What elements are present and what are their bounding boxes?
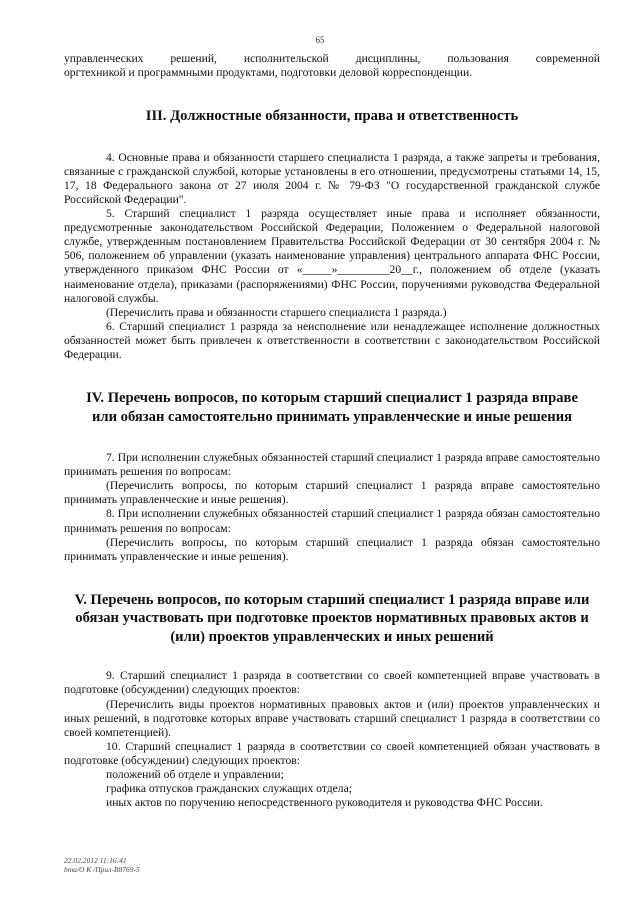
footer-timestamp: 22.02.2012 11:16:41 (64, 856, 127, 865)
paragraph-7-note: (Перечислить вопросы, по которым старший специалист 1 разряда вправе самостоятельно принимать управленческие и иные решения). (64, 479, 600, 507)
paragraph-4: 4. Основные права и обязанности старшего специалиста 1 разряда, а также запреты и требования, связанные с гражданской службой, которые установлены в его отношении, предусмотрены статьями 14, 15, 17, 18 Федерального закона от 27 июля 2004 г. № 79-ФЗ "О государственной гражданской службе Российской Федерации". (64, 150, 600, 206)
paragraph-5-note: (Перечислить права и обязанности старшего специалиста 1 разряда.) (106, 305, 447, 319)
section-4-title: IV. Перечень вопросов, по которым старший специалист 1 разряда вправе или обязан самостоятельно принимать управленческие и иные решения (86, 390, 578, 425)
intro-line-1: управленческих решений, исполнительской дисциплины, пользования современной (64, 52, 600, 65)
list-item: положений об отделе и управлении; (106, 768, 284, 781)
section-5-title: V. Перечень вопросов, по которым старший специалист 1 разряда вправе или обязан участвовать при подготовке проектов нормативных правовых актов и (или) проектов управленческих и иных решений (74, 591, 590, 645)
page-number: 65 (315, 35, 325, 45)
paragraph-10: 10. Старший специалист 1 разряда в соответствии со своей компетенцией обязан участвовать в подготовке (обсуждении) следующих проектов: (64, 739, 600, 767)
paragraph-9: 9. Старший специалист 1 разряда в соответствии со своей компетенцией вправе участвовать в подготовке (обсуждении) следующих проектов: (64, 669, 600, 697)
paragraph-6: 6. Старший специалист 1 разряда за неисполнение или ненадлежащее исполнение должностных обязанностей может быть привлечен к ответственности в соответствии с законодательством Российской Федерации. (64, 319, 600, 361)
list-item: графика отпусков гражданских служащих отдела; (106, 782, 352, 796)
paragraph-8: 8. При исполнении служебных обязанностей старший специалист 1 разряда обязан самостоятельно принимать решения по вопросам: (64, 507, 600, 535)
paragraph-5: 5. Старший специалист 1 разряда осуществляет иные права и исполняет обязанности, предусмотренные законодательством Российской Федерации, Положением о Федеральной налоговой службе, утвержденным постановлением Правительства Российской Федерации от 30 сентября 2004 г. № 506, положением об управлении (указать наименование управления) центрального аппарата ФНС России, утвержденного приказом ФНС России от «_____»_________20__г., положением об отделе (указать наименование отдела), приказами (распоряжениями) ФНС России, поручениями руководства Федеральной налоговой службы. (64, 207, 600, 305)
section-3-title: III. Должностные обязанности, права и ответственность (145, 108, 519, 125)
paragraph-7: 7. При исполнении служебных обязанностей старший специалист 1 разряда вправе самостоятельно принимать решения по вопросам: (64, 451, 600, 479)
document-body (64, 52, 600, 810)
paragraph-9-note: (Перечислить виды проектов нормативных правовых актов и (или) проектов управленческих и иных решений, в подготовке которых вправе участвовать старший специалист 1 разряда в соответствии со своей компетенцией). (64, 697, 600, 739)
paragraph-8-note: (Перечислить вопросы, по которым старший специалист 1 разряда обязан самостоятельно принимать управленческие и иные решения). (64, 535, 600, 563)
intro-line-2: оргтехникой и программными продуктами, подготовки деловой корреспонденции. (64, 66, 473, 80)
footer-file-ref: bma/O K /Прил-B8769-5 (64, 865, 140, 874)
list-item: иных актов по поручению непосредственного руководителя и руководства ФНС России. (106, 796, 543, 810)
footer-stamp (64, 856, 140, 874)
